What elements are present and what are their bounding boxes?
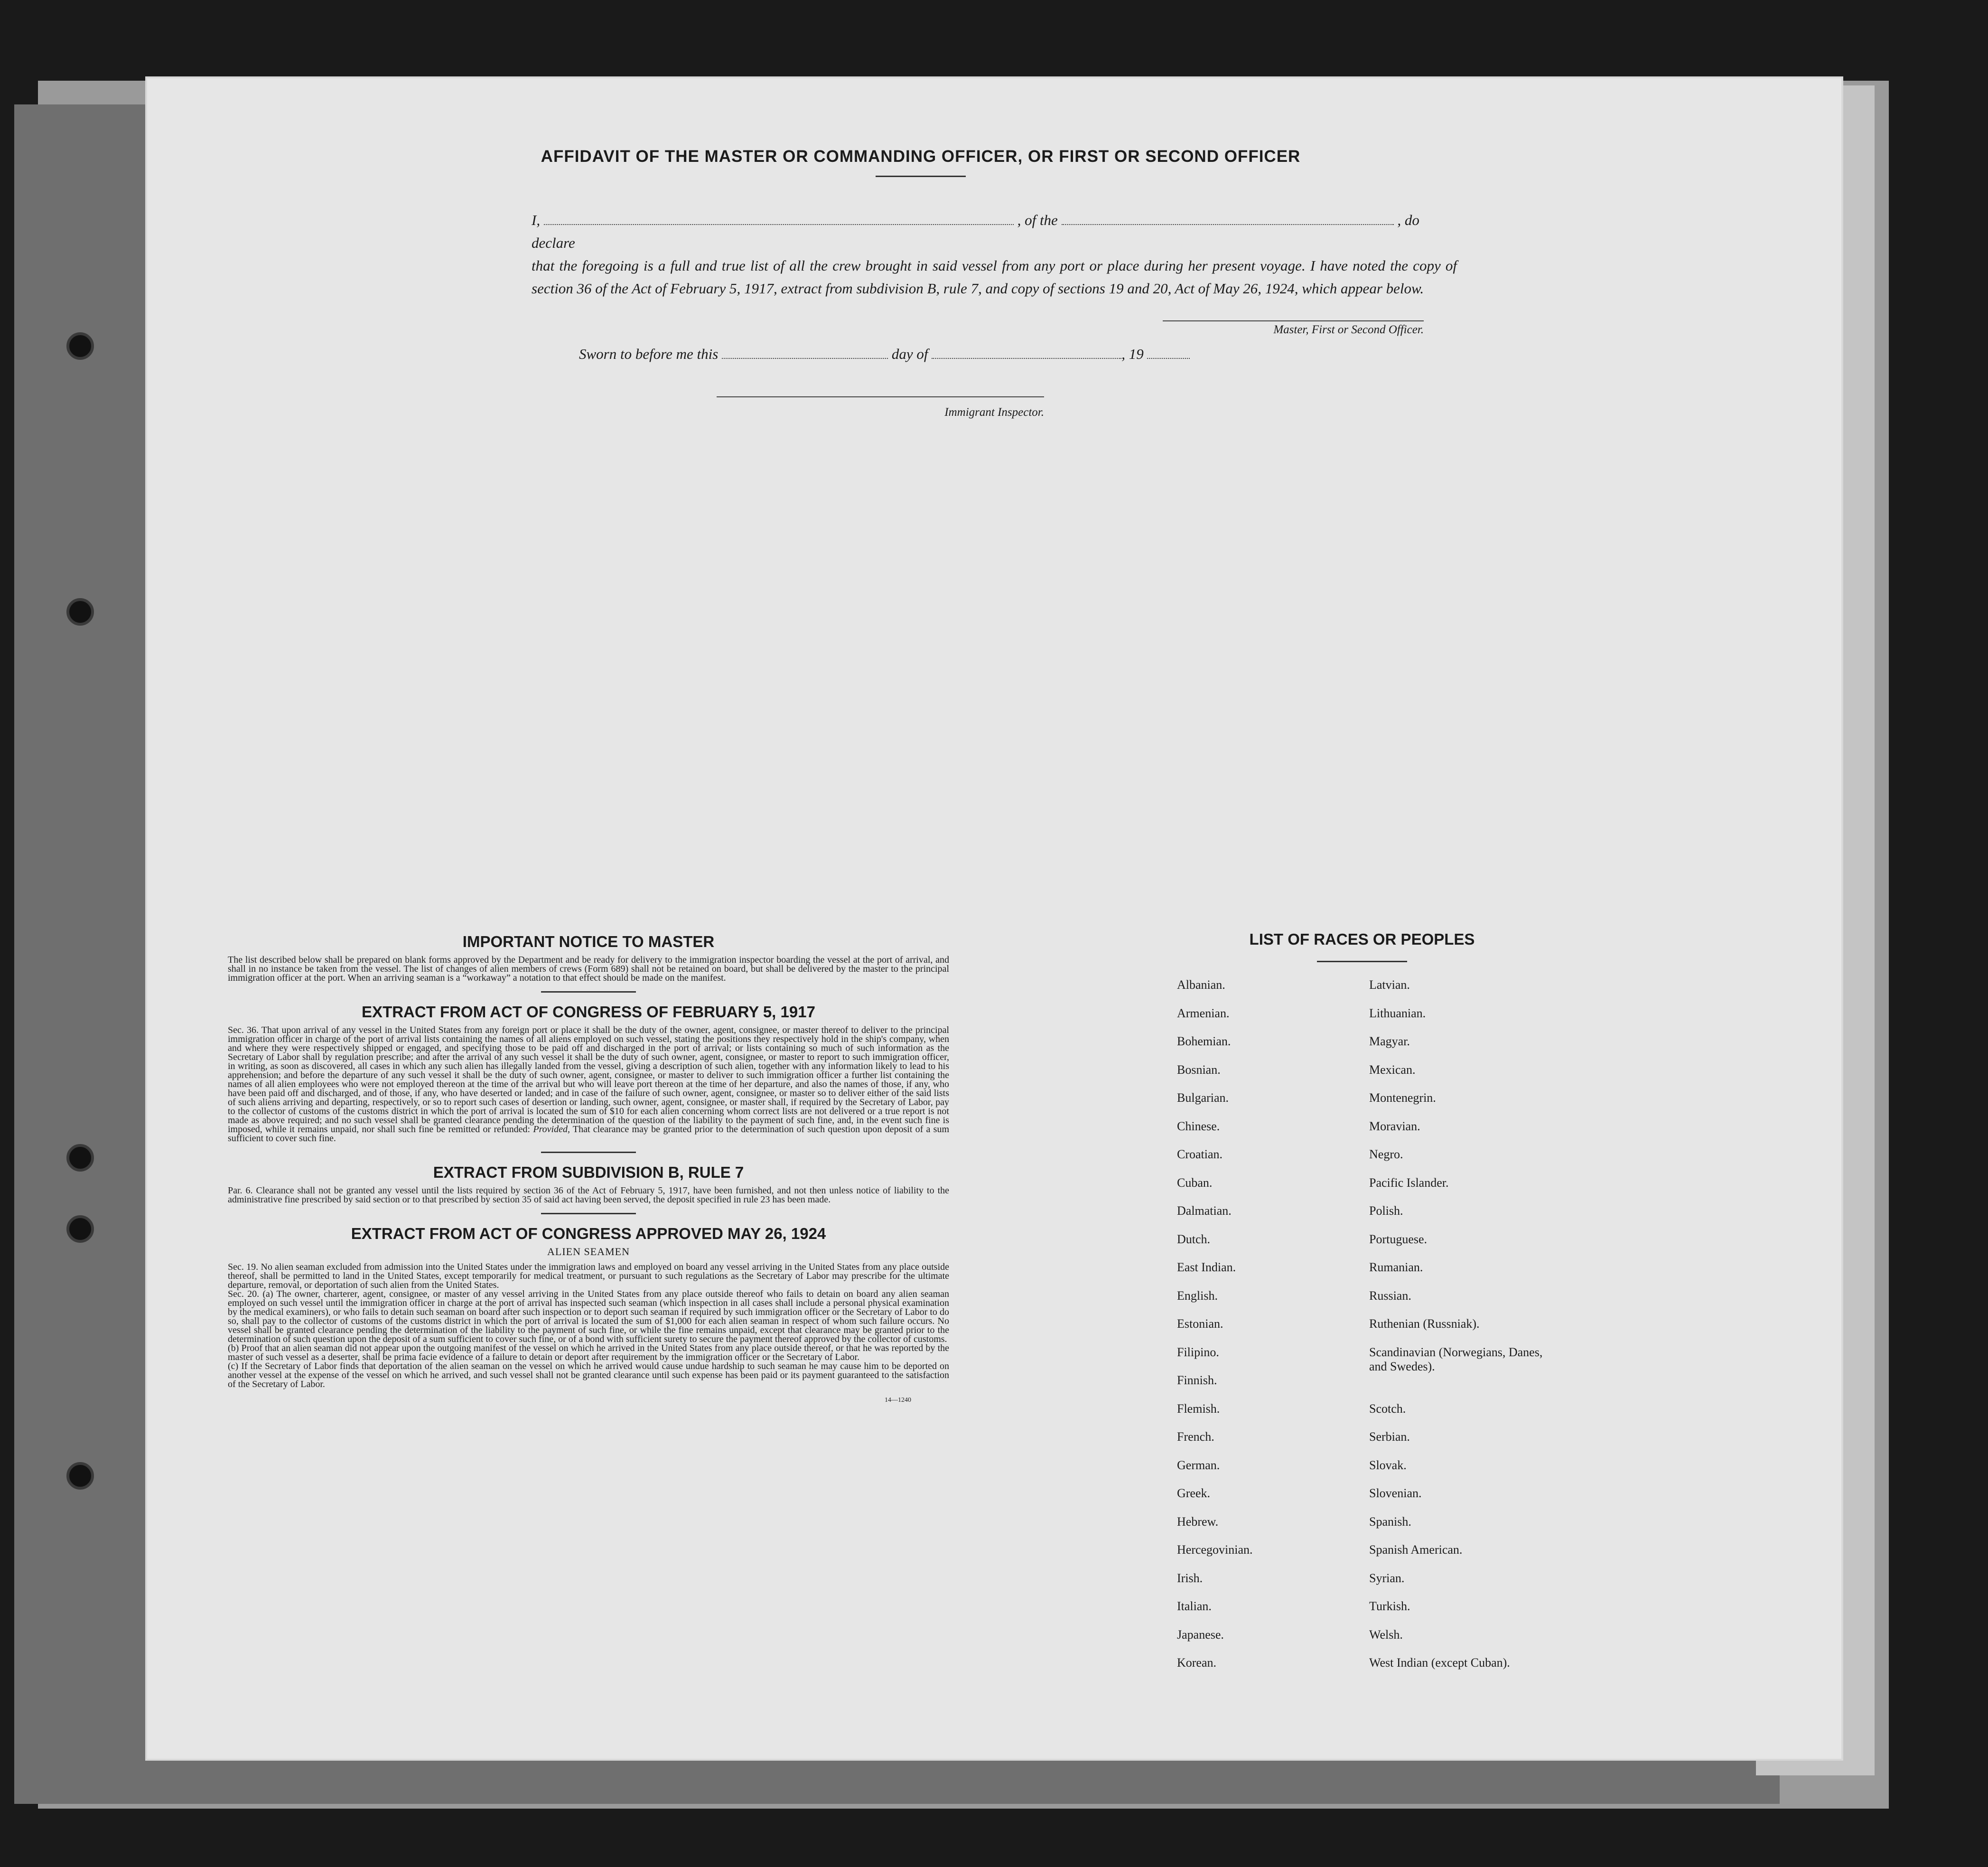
race-item: Filipino. bbox=[1177, 1345, 1219, 1359]
race-item: Hebrew. bbox=[1177, 1514, 1219, 1529]
races-column-1 bbox=[1177, 978, 1369, 1684]
race-item: Montenegrin. bbox=[1369, 1091, 1436, 1105]
title-rule bbox=[1317, 961, 1407, 962]
act-1924-sec20a: Sec. 20. (a) The owner, charterer, agent, consignee, or master of any vessel arriving in the United States from any place outside thereof who fails to detain on board any alien seaman employed on such vessel until the immigration officer in charge at the port of arrival has inspected such seaman (which inspection in all cases shall include a personal physical examination by the medical examiners), or who fails to detain such seaman on board after such inspection or to deport such seaman if required by such immigration officer or the Secretary of Labor to do so, shall pay to the collector of customs of the customs district in which the port of arrival is located the sum of $1,000 for each alien seaman in respect of whom such failure occurs. No vessel shall be granted clearance pending the determination of the liability to the payment of such fine, or while the fine remains unpaid, except that clearance may be granted prior to the determination of such question upon the deposit of a sum sufficient to cover such fine, or of a bond with sufficient surety to secure the payment thereof approved by the collector of customs. bbox=[228, 1289, 950, 1344]
race-item: Scandinavian (Norwegians, Danes, and Swedes). bbox=[1369, 1345, 1543, 1373]
notice-title: IMPORTANT NOTICE TO MASTER bbox=[462, 933, 715, 950]
race-item: Welsh. bbox=[1369, 1627, 1403, 1642]
act-1924-sec20b: (b) Proof that an alien seaman did not appear upon the outgoing manifest of the vessel on which he arrived in the United States from any place outside thereof, or that he was reported by the master of such vessel as a deserter, shall be prima facie evidence of a failure to detain or deport after requirement by the immigration officer or the Secretary of Labor. bbox=[228, 1343, 949, 1362]
race-item: Bulgarian. bbox=[1177, 1091, 1229, 1105]
binder-hole bbox=[66, 598, 94, 626]
race-item: Moravian. bbox=[1369, 1119, 1420, 1133]
race-item: Latvian. bbox=[1369, 978, 1410, 992]
race-item: Flemish. bbox=[1177, 1401, 1220, 1416]
race-item: Syrian. bbox=[1369, 1571, 1405, 1585]
section-rule bbox=[541, 1213, 636, 1214]
sworn-line: Sworn to before me this day of , 19 bbox=[579, 346, 1243, 363]
act-1917-text: Sec. 36. That upon arrival of any vessel in the United States from any foreign port or place it shall be the duty of the owner, agent, consignee, or master thereof to deliver to the principal immigration officer in charge of the port of arrival lists containing the names of all aliens employed on such vessel, stating the positions they respectively hold in the ship's company, when and where they were respectively shipped or engaged, and specifying those to be paid off and discharged in the port of arrival; or lists containing so much of such information as the Secretary of Labor shall by regulation prescribe; and after the arrival of any such vessel it shall be the duty of such owner, agent, consignee, or master to report to such immigration officer, in writing, as soon as discovered, all cases in which any such alien has illegally landed from the vessel, giving a description of such alien, together with any information likely to lead to his apprehension; and before the departure of any such vessel it shall be the duty of such owner, agent, consignee, or master to deliver to such immigration officer a further list containing the names of all alien employees who were not employed thereon at the time of the arrival but who will leave port thereon at the time of her departure, and also the names of those, if any, who have been paid off and discharged, and of those, if any, who have deserted or landed; and in case of the failure of such owner, agent, consignee, or master so to deliver either of the said lists of such aliens arriving and departing, respectively, or so to report such cases of desertion or landing, such owner, agent, consignee, or master shall, if required by the Secretary of Labor, pay to the collector of customs of the customs district in which the port of arrival is located the sum of $10 for each alien concerning whom correct lists are not delivered or a true report is not made as above required; and no such vessel shall be granted clearance pending the determination of the question of the liability to the payment of such fine, and, in the event such fine is imposed, while it remains unpaid, nor shall such fine be remitted or refunded: Provided, That clearance may be granted prior to the determination of such question upon deposit of a sum sufficient to cover such fine. bbox=[228, 1025, 950, 1144]
race-item: Rumanian. bbox=[1369, 1260, 1423, 1274]
race-item: Slovenian. bbox=[1369, 1486, 1422, 1500]
form-number: 14—1240 bbox=[885, 1397, 911, 1404]
race-item: Negro. bbox=[1369, 1147, 1403, 1161]
race-item: Dutch. bbox=[1177, 1232, 1211, 1246]
rule-7-text: Par. 6. Clearance shall not be granted any vessel until the lists required by section 36 of the Act of February 5, 1917, have been furnished, and not then unless notice of liability to the administrative fine prescribed by said section or to that prescribed by section 35 of said act having been served, the deposit specified in rule 23 has been made. bbox=[228, 1185, 949, 1205]
title-rule bbox=[876, 176, 966, 177]
declaration-line: I, , of the , do declare bbox=[532, 212, 1419, 251]
races-title: LIST OF RACES OR PEOPLES bbox=[1163, 930, 1561, 962]
binder-hole bbox=[66, 332, 94, 360]
notice-text: The list described below shall be prepared on blank forms approved by the Department and be ready for delivery to the immigration inspector boarding the vessel at the port of arrival, and shall in no instance be taken from the vessel. The list of changes of alien members of crews (Form 689) shall not be retained on board, but shall be delivered by the master to the principal immigration officer at the port. When an arriving seaman is a “workaway” a notation to that effect should be made on the manifest. bbox=[228, 955, 949, 983]
race-item: Italian. bbox=[1177, 1599, 1212, 1613]
binder-hole bbox=[66, 1462, 94, 1490]
race-item: Spanish. bbox=[1369, 1514, 1411, 1529]
race-item: Portuguese. bbox=[1369, 1232, 1428, 1246]
races-column-2 bbox=[1369, 978, 1604, 1684]
act-1924-title: EXTRACT FROM ACT OF CONGRESS APPROVED MAY 26, 1924 bbox=[351, 1225, 826, 1242]
race-item: Estonian. bbox=[1177, 1317, 1223, 1331]
race-item: Lithuanian. bbox=[1369, 1006, 1426, 1020]
race-item: Pacific Islander. bbox=[1369, 1175, 1449, 1190]
vessel-field[interactable] bbox=[1062, 214, 1394, 225]
race-item: Hercegovinian. bbox=[1177, 1543, 1253, 1557]
race-item: Dalmatian. bbox=[1177, 1204, 1232, 1218]
race-item: Bosnian. bbox=[1177, 1062, 1221, 1077]
race-item: Bohemian. bbox=[1177, 1034, 1231, 1048]
inspector-signature-line[interactable] bbox=[717, 396, 1044, 397]
race-item: Irish. bbox=[1177, 1571, 1203, 1585]
binder-hole bbox=[66, 1144, 94, 1172]
race-item: Cuban. bbox=[1177, 1175, 1213, 1190]
act-1924-subtitle: ALIEN SEAMEN bbox=[547, 1246, 630, 1257]
sworn-month-field[interactable] bbox=[932, 347, 1121, 359]
race-item: Croatian. bbox=[1177, 1147, 1223, 1161]
race-item: East Indian. bbox=[1177, 1260, 1236, 1274]
race-item: Turkish. bbox=[1369, 1599, 1410, 1613]
races-list bbox=[1177, 978, 1604, 1684]
race-item: Finnish. bbox=[1177, 1373, 1217, 1387]
race-item: Spanish American. bbox=[1369, 1543, 1463, 1557]
inspector-signature-block: Immigrant Inspector. bbox=[717, 396, 1044, 419]
master-signature-line[interactable] bbox=[1163, 320, 1424, 321]
race-item: Chinese. bbox=[1177, 1119, 1220, 1133]
master-signature-block: Master, First or Second Officer. bbox=[1163, 320, 1424, 337]
race-item: Russian. bbox=[1369, 1288, 1411, 1303]
race-item: Albanian. bbox=[1177, 978, 1225, 992]
race-item: Armenian. bbox=[1177, 1006, 1230, 1020]
section-rule bbox=[541, 1152, 636, 1153]
sworn-day-field[interactable] bbox=[722, 347, 888, 359]
binder-hole bbox=[66, 1215, 94, 1243]
affidavit-title: AFFIDAVIT OF THE MASTER OR COMMANDING OFFICER, OR FIRST OR SECOND OFFICER bbox=[475, 147, 1367, 177]
affidavit-body bbox=[532, 209, 1457, 300]
race-item: Serbian. bbox=[1369, 1430, 1410, 1444]
act-1924-sec19: Sec. 19. No alien seaman excluded from admission into the United States under the immigration laws and employed on board any vessel arriving in the United States from any place outside thereof, shall be permitted to land in the United States, except temporarily for medical treatment, or pursuant to such regulations as the Secretary of Labor may prescribe for the ultimate departure, removal, or deportation of such alien from the United States. bbox=[228, 1262, 949, 1290]
rule-7-title: EXTRACT FROM SUBDIVISION B, RULE 7 bbox=[433, 1163, 744, 1181]
race-item: Polish. bbox=[1369, 1204, 1403, 1218]
affidavit-text: that the foregoing is a full and true list of all the crew brought in said vessel from any port or place during her present voyage. I have noted the copy of section 36 of the Act of February 5, 1917, extract from subdivision B, rule 7, and copy of sections 19 and 20, Act of May 26, 1924, which appear below. bbox=[532, 257, 1457, 297]
act-1917-title: EXTRACT FROM ACT OF CONGRESS OF FEBRUARY 5, 1917 bbox=[362, 1003, 815, 1021]
race-item: Slovak. bbox=[1369, 1458, 1407, 1472]
name-field[interactable] bbox=[544, 214, 1014, 225]
race-item: Magyar. bbox=[1369, 1034, 1410, 1048]
regulations-column bbox=[228, 933, 949, 1404]
race-item: German. bbox=[1177, 1458, 1220, 1472]
section-rule bbox=[541, 991, 636, 993]
race-item: Scotch. bbox=[1369, 1401, 1406, 1416]
race-item: West Indian (except Cuban). bbox=[1369, 1656, 1510, 1670]
act-1924-sec20c: (c) If the Secretary of Labor finds that deportation of the alien seaman on the vessel on which he arrived would cause undue hardship to such seaman he may cause him to be deported on another vessel at the expense of the vessel on which he arrived, and such vessel shall not be granted clearance until such expense has been paid or its payment guaranteed to the satisfaction of the Secretary of Labor. bbox=[228, 1361, 949, 1389]
race-item: French. bbox=[1177, 1430, 1214, 1444]
race-item: Korean. bbox=[1177, 1656, 1217, 1670]
race-item: English. bbox=[1177, 1288, 1218, 1303]
race-item: Ruthenian (Russniak). bbox=[1369, 1317, 1480, 1331]
race-item: Mexican. bbox=[1369, 1062, 1416, 1077]
race-item: Japanese. bbox=[1177, 1627, 1224, 1642]
sworn-year-field[interactable] bbox=[1147, 347, 1190, 359]
race-item: Greek. bbox=[1177, 1486, 1211, 1500]
